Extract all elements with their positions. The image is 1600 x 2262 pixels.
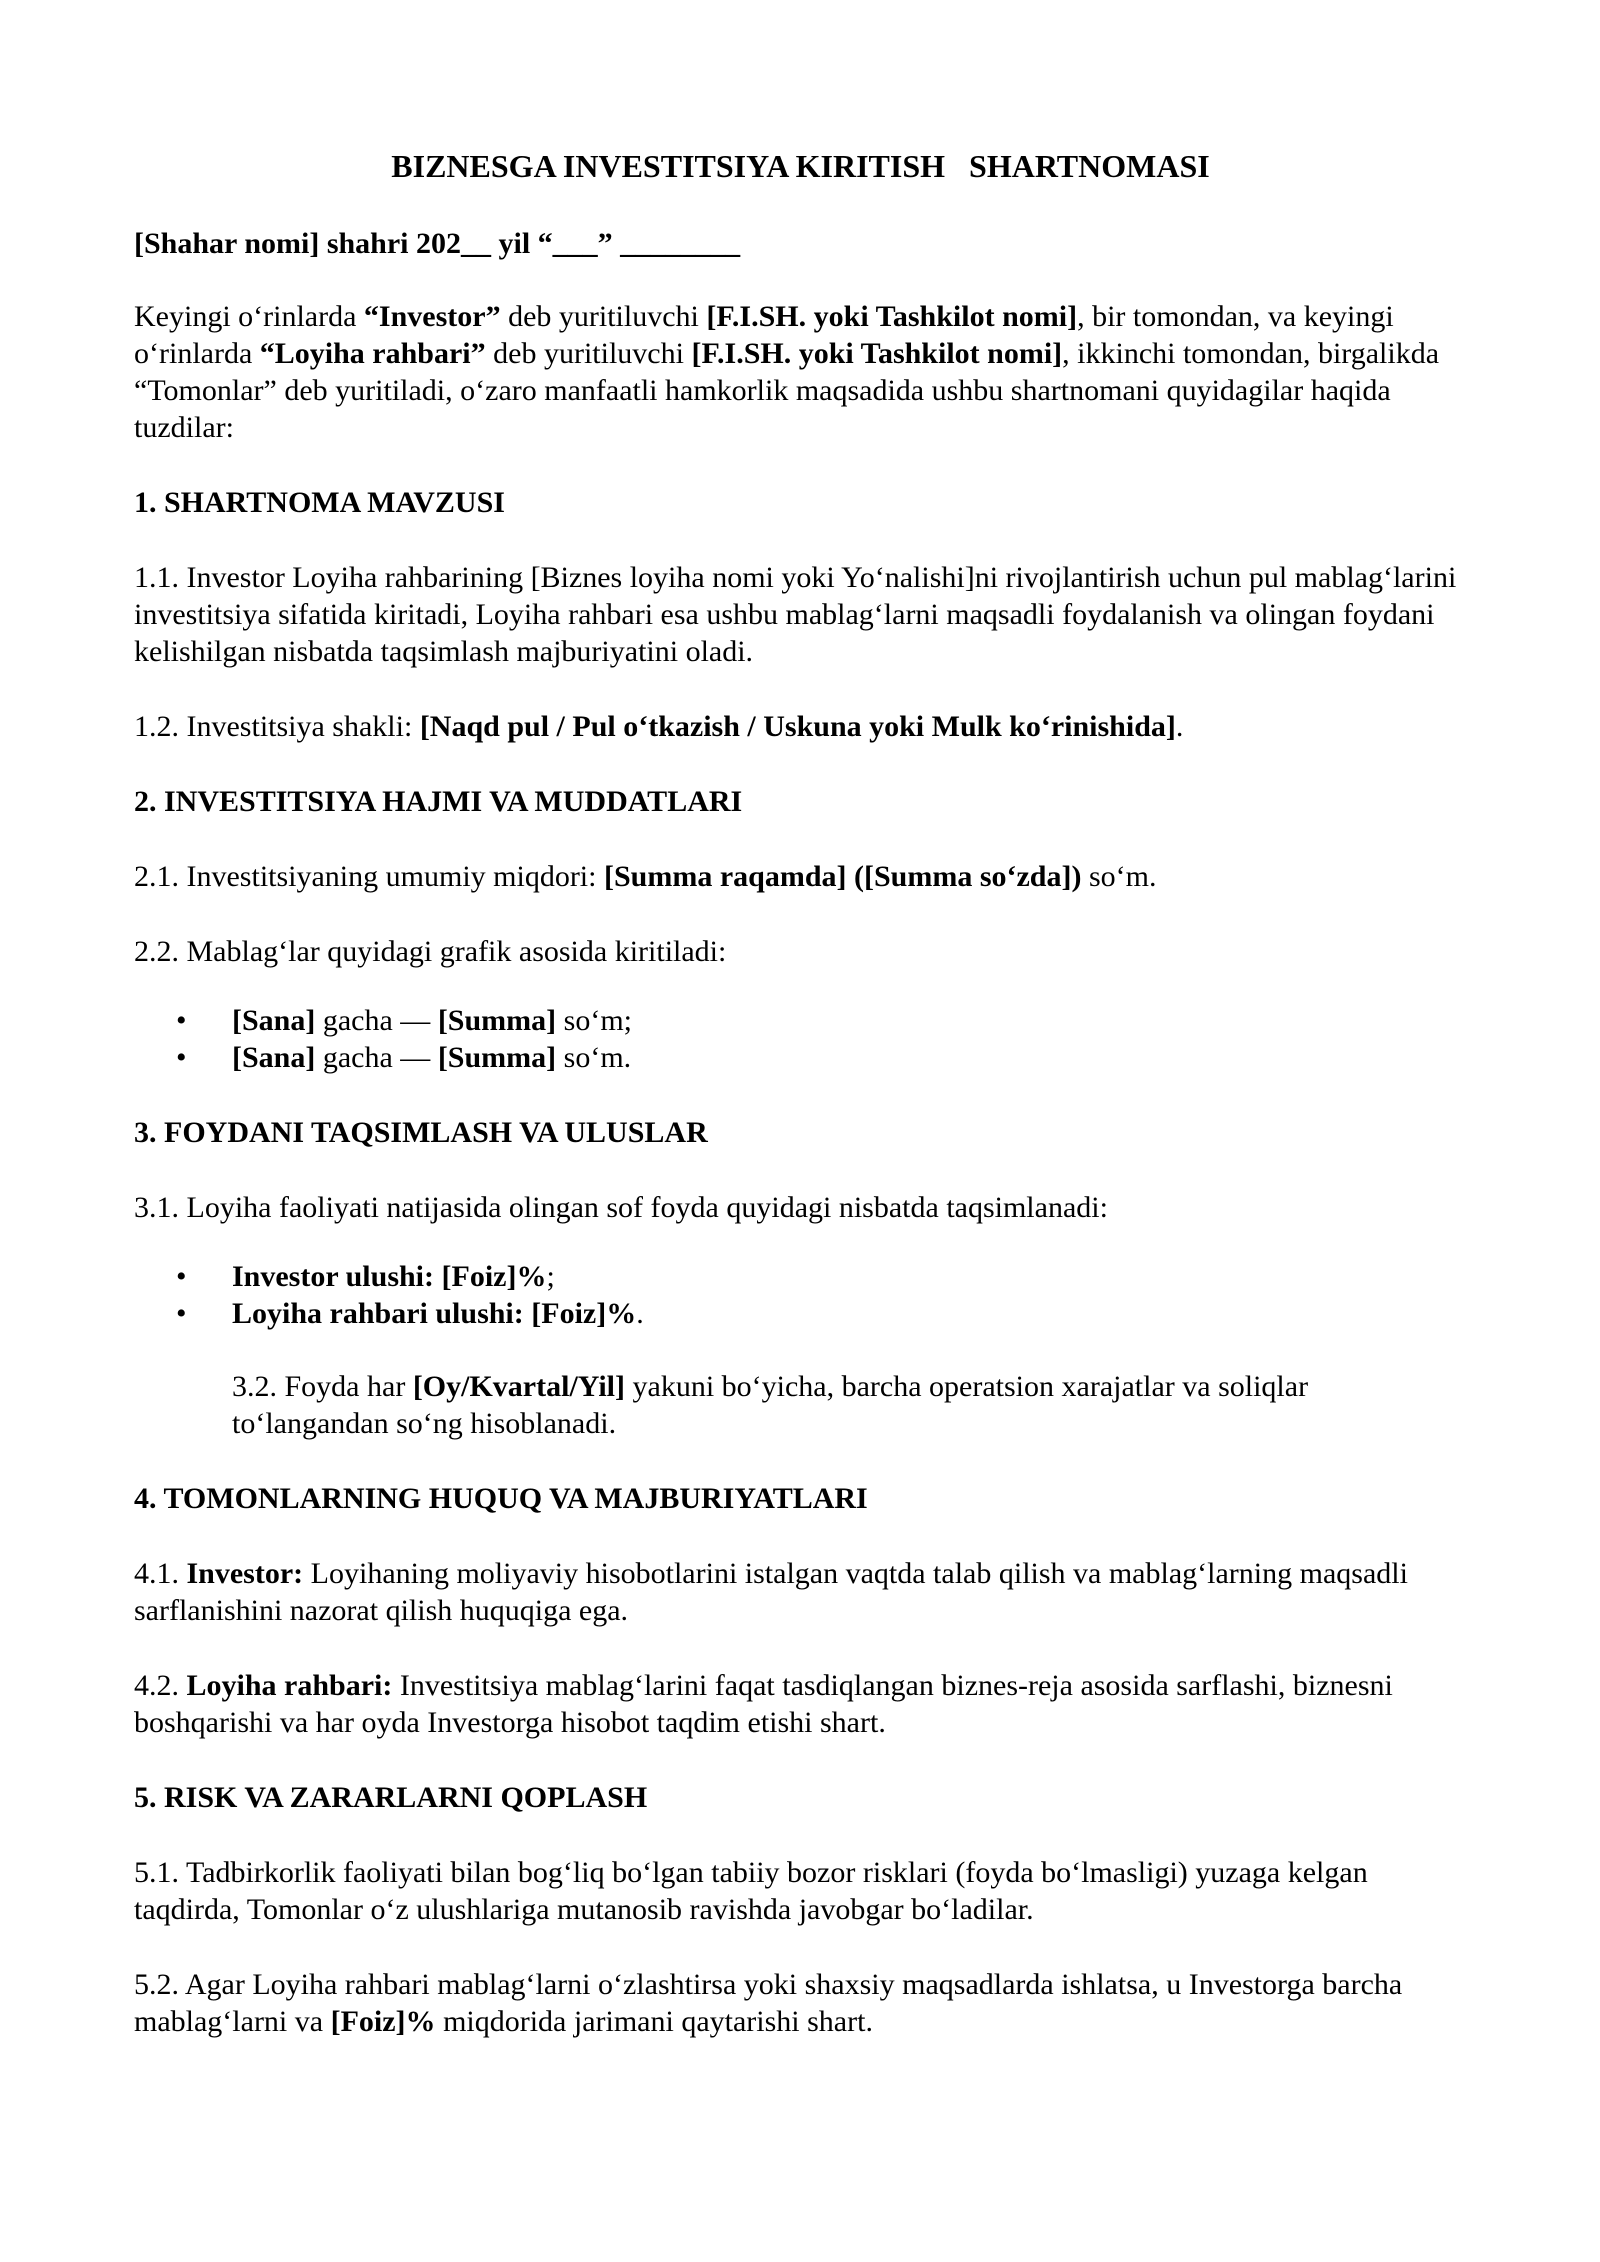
clause-5-2: 5.2. Agar Loyiha rahbari mablag‘larni o‘zlashtirsa yoki shaxsiy maqsadlarda ishlatsa, u Investorga barcha mablag‘larni va [Foiz]% miqdorida jarimani qaytarishi shart.: [134, 1968, 1403, 2038]
bullet-icon: •: [176, 1004, 187, 1037]
clause-2-1: 2.1. Investitsiyaning umumiy miqdori: [Summa raqamda] ([Summa so‘zda]) so‘m.: [134, 860, 1157, 893]
party-1-placeholder: [F.I.SH. yoki Tashkilot nomi]: [706, 300, 1078, 333]
section-3-heading: 3. FOYDANI TAQSIMLASH VA ULUSLAR: [134, 1116, 708, 1149]
investor-term: “Investor”: [363, 300, 501, 333]
section-4-heading: 4. TOMONLARNING HUQUQ VA MAJBURIYATLARI: [134, 1482, 868, 1515]
clause-5-1: 5.1. Tadbirkorlik faoliyati bilan bog‘liq bo‘lgan tabiiy bozor risklari (foyda bo‘lmasligi) yuzaga kelgan taqdirda, Tomonlar o‘z ulushlariga mutanosib ravishda javobgar bo‘ladilar.: [134, 1856, 1368, 1926]
clause-1-2: 1.2. Investitsiya shakli: [Naqd pul / Pul o‘tkazish / Uskuna yoki Mulk ko‘rinishida].: [134, 710, 1184, 743]
clause-2-2: 2.2. Mablag‘lar quyidagi grafik asosida kiritiladi:: [134, 935, 727, 968]
penalty-placeholder: [Foiz]%: [330, 2005, 436, 2038]
document-title: BIZNESGA INVESTITSIYA KIRITISH SHARTNOMASI: [391, 148, 1210, 184]
amount-placeholder: [Summa raqamda] ([Summa so‘zda]): [603, 860, 1082, 893]
bullet-icon: •: [176, 1260, 187, 1293]
clause-4-1: 4.1. Investor: Loyihaning moliyaviy hisobotlarini istalgan vaqtda talab qilish va mablag‘larning maqsadli sarflanishini nazorat qilish huquqiga ega.: [134, 1557, 1408, 1627]
clause-1-1: 1.1. Investor Loyiha rahbarining [Biznes loyiha nomi yoki Yo‘nalishi]ni rivojlantirish uchun pul mablag‘larini investitsiya sifatida kiritadi, Loyiha rahbari esa ushbu mablag‘larni maqsadli foydalanish va olingan foydani kelishilgan nisbatda taqsimlash majburiyatini oladi.: [134, 561, 1457, 668]
profit-share-list: [134, 1258, 1467, 1332]
leader-term: “Loyiha rahbari”: [259, 337, 486, 370]
payment-schedule-list: [134, 1002, 1467, 1076]
clause-4-2: 4.2. Loyiha rahbari: Investitsiya mablag‘larini faqat tasdiqlangan biznes-reja asosida sarflashi, biznesni boshqarishi va har oyda Investorga hisobot taqdim etishi shart.: [134, 1669, 1393, 1739]
intro-paragraph: Keyingi o‘rinlarda “Investor” deb yuritiluvchi [F.I.SH. yoki Tashkilot nomi], bir tomondan, va keyingi o‘rinlarda “Loyiha rahbari” deb yuritiluvchi [F.I.SH. yoki Tashkilot nomi], ikkinchi tomondan, birgalikda “Tomonlar” deb yuritiladi, o‘zaro manfaatli hamkorlik maqsadida ushbu shartnomani quyidagilar haqida tuzdilar:: [134, 300, 1440, 444]
section-2-heading: 2. INVESTITSIYA HAJMI VA MUDDATLARI: [134, 785, 743, 818]
section-5-heading: 5. RISK VA ZARARLARNI QOPLASH: [134, 1781, 648, 1814]
place-date-line: [Shahar nomi] shahri 202__ yil “___” ________: [134, 227, 741, 260]
clause-3-2: 3.2. Foyda har [Oy/Kvartal/Yil] yakuni bo‘yicha, barcha operatsion xarajatlar va soliqlar to‘langandan so‘ng hisoblanadi.: [232, 1370, 1309, 1440]
bullet-icon: •: [176, 1041, 187, 1074]
list-item: • Investor ulushi: [Foiz]%;: [176, 1260, 555, 1293]
period-placeholder: [Oy/Kvartal/Yil]: [412, 1370, 625, 1403]
section-1-heading: 1. SHARTNOMA MAVZUSI: [134, 486, 505, 519]
clause-3-1: 3.1. Loyiha faoliyati natijasida olingan sof foyda quyidagi nisbatda taqsimlanadi:: [134, 1191, 1108, 1224]
party-2-placeholder: [F.I.SH. yoki Tashkilot nomi]: [691, 337, 1063, 370]
list-item: • [Sana] gacha — [Summa] so‘m;: [176, 1004, 632, 1037]
bullet-icon: •: [176, 1297, 187, 1330]
investment-form-placeholder: [Naqd pul / Pul o‘tkazish / Uskuna yoki Mulk ko‘rinishida]: [419, 710, 1176, 743]
list-item: • Loyiha rahbari ulushi: [Foiz]%.: [176, 1297, 644, 1330]
list-item: • [Sana] gacha — [Summa] so‘m.: [176, 1041, 632, 1074]
